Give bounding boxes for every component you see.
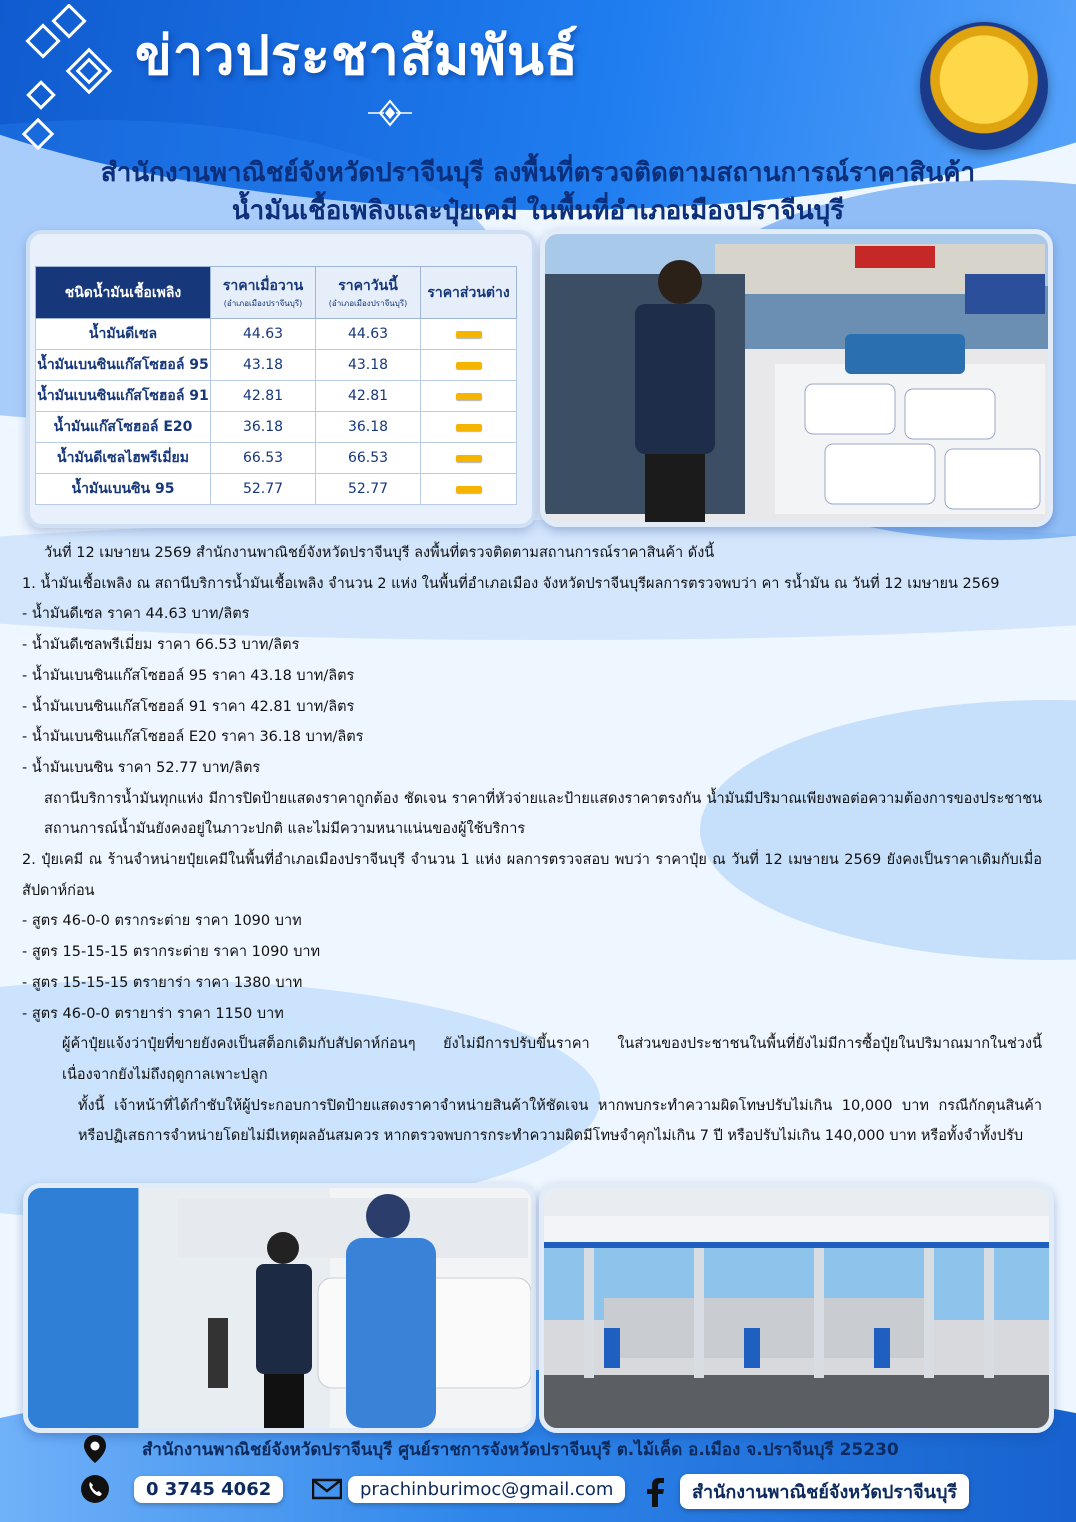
email-address[interactable]: prachinburimoc@gmail.com	[348, 1476, 625, 1503]
fuel-name-cell: น้ำมันเบนซิน 95	[36, 474, 211, 505]
table-row	[36, 443, 517, 474]
difference-cell	[421, 474, 517, 505]
table-row	[36, 381, 517, 412]
no-change-icon	[456, 393, 482, 400]
diamond-ornament-icon	[368, 98, 412, 128]
fertilizer-item: - สูตร 46-0-0 ตรากระต่าย ราคา 1090 บาท	[22, 913, 302, 930]
no-change-icon	[456, 455, 482, 462]
difference-cell	[421, 443, 517, 474]
difference-cell	[421, 381, 517, 412]
fertilizer-item: - สูตร 15-15-15 ตรายาร่า ราคา 1380 บาท	[22, 974, 303, 991]
table-row	[36, 412, 517, 443]
fuel-name-cell: น้ำมันดีเซล	[36, 319, 211, 350]
col-header-fuel-type: ชนิดน้ำมันเชื้อเพลิง	[36, 267, 211, 319]
no-change-icon	[456, 424, 482, 431]
fuel-price-table	[35, 266, 517, 505]
today-price-cell: 42.81	[316, 381, 421, 412]
fuel-item: - น้ำมันเบนซิน ราคา 52.77 บาท/ลิตร	[22, 759, 261, 776]
col-header-difference: ราคาส่วนต่าง	[421, 267, 517, 319]
fuel-name-cell: น้ำมันดีเซลไฮพรีเมี่ยม	[36, 443, 211, 474]
fuel-name-cell: น้ำมันเบนซินแก๊สโซฮอล์ 91	[36, 381, 211, 412]
photo-scene-illustration	[544, 1188, 1049, 1428]
no-change-icon	[456, 486, 482, 493]
difference-cell	[421, 412, 517, 443]
yesterday-price-cell: 43.18	[211, 350, 316, 381]
difference-cell	[421, 319, 517, 350]
article-body	[22, 538, 1042, 1152]
fuel-item: - น้ำมันเบนซินแก๊สโซฮอล์ 95 ราคา 43.18 บาท/ลิตร	[22, 667, 355, 684]
headline-line1: สำนักงานพาณิชย์จังหวัดปราจีนบุรี ลงพื้นที่ตรวจติดตามสถานการณ์ราคาสินค้า	[100, 158, 976, 188]
difference-cell	[421, 350, 517, 381]
contact-footer	[0, 1430, 1076, 1522]
col-header-yesterday-label: ราคาเมื่อวาน	[222, 278, 304, 294]
yesterday-price-cell: 52.77	[211, 474, 316, 505]
col-header-today	[316, 267, 421, 319]
location-pin-icon	[80, 1434, 110, 1464]
section1-paragraph: สถานีบริการน้ำมันทุกแห่ง มีการปิดป้ายแสดงราคาถูกต้อง ชัดเจน ราคาที่หัวจ่ายและป้ายแสดงราคาตรงกัน น้ำมันมีปริมาณเพียงพอต่อความต้องการของประชาชนสถานการณ์น้ำมันยังคงอยู่ในภาวะปกติ และไม่มีความหนาแน่นของผู้ใช้บริการ	[44, 790, 1042, 838]
ministry-seal-logo	[920, 22, 1048, 150]
fuel-name-cell: น้ำมันแก๊สโซฮอล์ E20	[36, 412, 211, 443]
phone-number[interactable]: 0 3745 4062	[134, 1476, 283, 1503]
col-header-today-label: ราคาวันนี้	[338, 278, 398, 294]
phone-icon	[80, 1474, 110, 1504]
col-header-yesterday-note: (อำเภอเมืองปราจีนบุรี)	[223, 299, 303, 308]
fuel-item: - น้ำมันเบนซินแก๊สโซฮอล์ 91 ราคา 42.81 บาท/ลิตร	[22, 698, 355, 715]
table-row	[36, 319, 517, 350]
table-row	[36, 474, 517, 505]
phone-row	[80, 1474, 283, 1504]
yesterday-price-cell: 36.18	[211, 412, 316, 443]
headline-line2: น้ำมันเชื้อเพลิงและปุ๋ยเคมี ในพื้นที่อำเภอเมืองปราจีนบุรี	[231, 196, 845, 226]
facebook-row	[640, 1474, 969, 1509]
today-price-cell: 36.18	[316, 412, 421, 443]
yesterday-price-cell: 66.53	[211, 443, 316, 474]
fuel-price-panel	[26, 230, 536, 528]
email-row	[312, 1474, 625, 1504]
today-price-cell: 43.18	[316, 350, 421, 381]
table-row	[36, 350, 517, 381]
office-address: สำนักงานพาณิชย์จังหวัดปราจีนบุรี ศูนย์ราชการจังหวัดปราจีนบุรี ต.ไม้เค็ด อ.เมือง จ.ปราจีนบุรี 25230	[142, 1439, 899, 1460]
yesterday-price-cell: 44.63	[211, 319, 316, 350]
fuel-item: - น้ำมันดีเซลพรีเมี่ยม ราคา 66.53 บาท/ลิตร	[22, 637, 300, 654]
fertilizer-item: - สูตร 15-15-15 ตรากระต่าย ราคา 1090 บาท	[22, 944, 321, 961]
header-banner	[0, 0, 1076, 230]
col-header-yesterday	[211, 267, 316, 319]
col-header-today-note: (อำเภอเมืองปราจีนบุรี)	[328, 299, 408, 308]
fuel-item: - น้ำมันดีเซล ราคา 44.63 บาท/ลิตร	[22, 606, 250, 623]
article-intro: วันที่ 12 เมษายน 2569 สำนักงานพาณิชย์จังหวัดปราจีนบุรี ลงพื้นที่ตรวจติดตามสถานการณ์ราคาสินค้า ดังนี้	[44, 545, 715, 561]
gas-station-photo	[539, 1183, 1054, 1433]
fuel-item: - น้ำมันเบนซินแก๊สโซฮอล์ E20 ราคา 36.18 บาท/ลิตร	[22, 729, 364, 746]
yesterday-price-cell: 42.81	[211, 381, 316, 412]
address-row	[80, 1434, 899, 1464]
section2-paragraph: ผู้ค้าปุ๋ยแจ้งว่าปุ๋ยที่ขายยังคงเป็นสต็อกเดิมกับสัปดาห์ก่อนๆ ยังไม่มีการปรับขึ้นราคา ในส่วนของประชาชนในพื้นที่ยังไม่มีการซื้อปุ๋ยในปริมาณมากในช่วงนี้ เนื่องจากยังไม่ถึงฤดูกาลเพาะปลูก	[62, 1036, 1042, 1083]
no-change-icon	[456, 362, 482, 369]
page-title: ข่าวประชาสัมพันธ์	[135, 24, 579, 87]
today-price-cell: 44.63	[316, 319, 421, 350]
facebook-icon	[640, 1477, 670, 1507]
photo-scene-illustration	[545, 234, 1048, 522]
thai-ornament-icon	[18, 4, 128, 154]
closing-paragraph: ทั้งนี้ เจ้าหน้าที่ได้กำชับให้ผู้ประกอบการปิดป้ายแสดงราคาจำหน่ายสินค้าให้ชัดเจน หากพบกระทำความผิดโทษปรับไม่เกิน 10,000 บาท กรณีกักตุนสินค้า หรือปฏิเสธการจำหน่ายโดยไม่มีเหตุผลอันสมควร หากตรวจพบการกระทำความผิดมีโทษจำคุกไม่เกิน 7 ปี หรือปรับไม่เกิน 140,000 บาท หรือทั้งจำทั้งปรับ	[78, 1097, 1042, 1145]
fertilizer-item: - สูตร 46-0-0 ตรายาร่า ราคา 1150 บาท	[22, 1005, 284, 1022]
fuel-name-cell: น้ำมันเบนซินแก๊สโซฮอล์ 95	[36, 350, 211, 381]
envelope-icon	[312, 1474, 342, 1504]
fertilizer-inspection-photo	[540, 229, 1053, 527]
section2-heading: 2. ปุ๋ยเคมี ณ ร้านจำหน่ายปุ๋ยเคมีในพื้นที่อำเภอเมืองปราจีนบุรี จำนวน 1 แห่ง ผลการตรวจสอบ พบว่า ราคาปุ๋ย ณ วันที่ 12 เมษายน 2569 ยังคงเป็นราคาเดิมกับเมื่อสัปดาห์ก่อน	[22, 852, 1042, 899]
photo-scene-illustration	[28, 1188, 531, 1428]
facebook-page-name[interactable]: สำนักงานพาณิชย์จังหวัดปราจีนบุรี	[680, 1474, 969, 1509]
section1-heading: 1. น้ำมันเชื้อเพลิง ณ สถานีบริการน้ำมันเชื้อเพลิง จำนวน 2 แห่ง ในพื้นที่อำเภอเมือง จังหวัดปราจีนบุรีผลการตรวจพบว่า คา รน้ำมัน ณ วันที่ 12 เมษายน 2569	[22, 575, 1000, 592]
no-change-icon	[456, 331, 482, 338]
today-price-cell: 52.77	[316, 474, 421, 505]
fuel-pump-inspection-photo	[23, 1183, 536, 1433]
today-price-cell: 66.53	[316, 443, 421, 474]
